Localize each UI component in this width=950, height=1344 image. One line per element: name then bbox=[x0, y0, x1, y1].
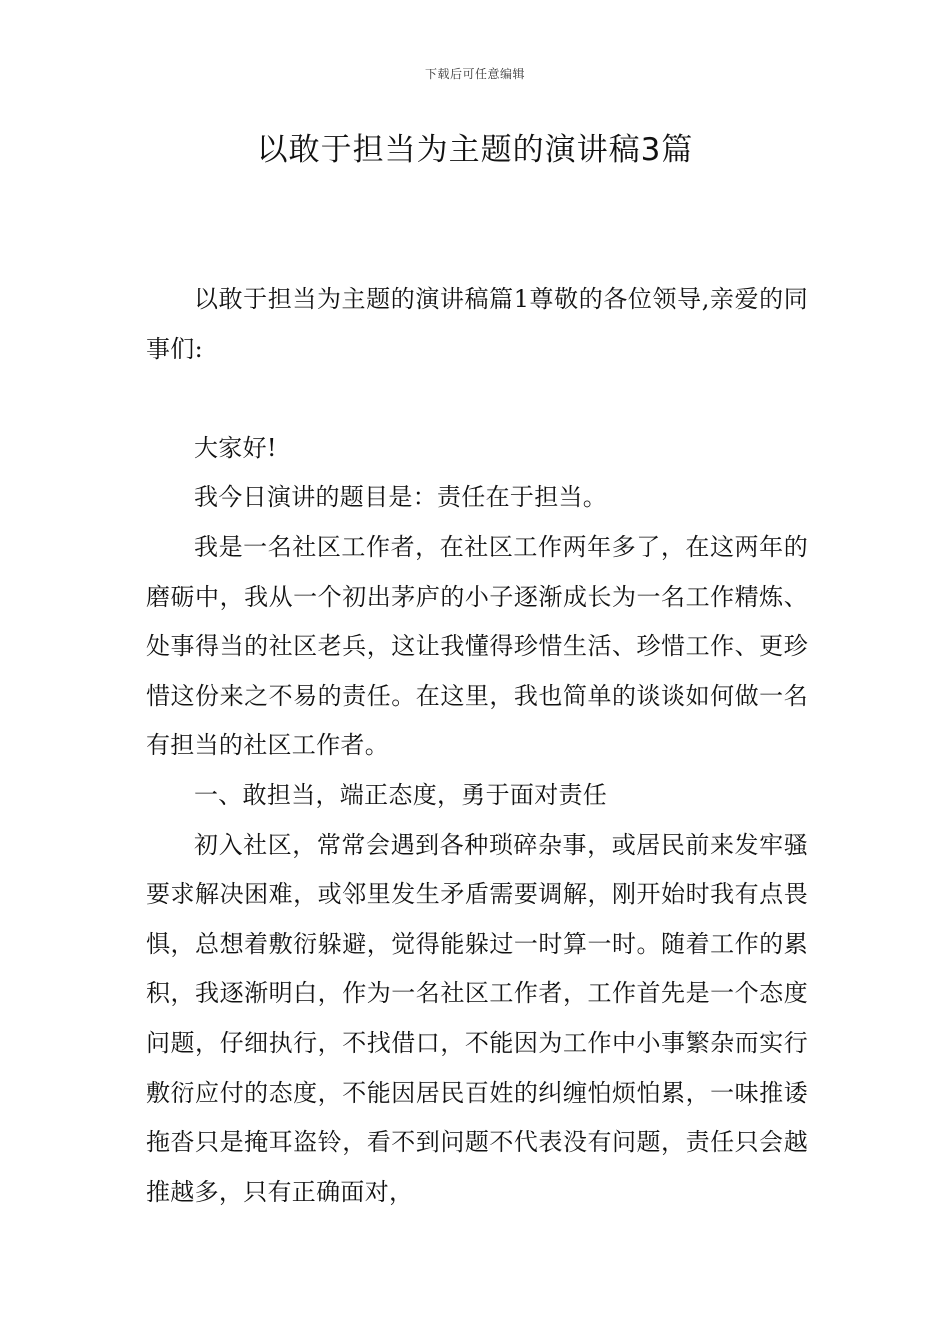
paragraph-greeting: 大家好! bbox=[194, 433, 277, 462]
document-body bbox=[146, 275, 808, 1217]
paragraph-topic: 我今日演讲的题目是：责任在于担当。 bbox=[194, 483, 608, 512]
paragraph-opening: 以敢于担当为主题的演讲稿篇1尊敬的各位领导,亲爱的同事们: bbox=[146, 285, 808, 363]
header-note: 下载后可任意编辑 bbox=[424, 67, 525, 81]
document-title: 以敢于担当为主题的演讲稿3篇 bbox=[256, 132, 694, 168]
section-heading-1: 一、敢担当，端正态度，勇于面对责任 bbox=[194, 780, 608, 809]
paragraph-section-1: 初入社区，常常会遇到各种琐碎杂事，或居民前来发牢骚要求解决困难，或邻里发生矛盾需要调解，刚开始时我有点畏惧，总想着敷衍躲避，觉得能躲过一时算一时。随着工作的累积，我逐渐明白，作为一名社区工作者，工作首先是一个态度问题，仔细执行，不找借口，不能因为工作中小事繁杂而实行敷衍应付的态度，不能因居民百姓的纠缠怕烦怕累，一味推诿拖沓只是掩耳盗铃，看不到问题不代表没有问题，责任只会越推越多，只有正确面对， bbox=[146, 830, 808, 1206]
paragraph-intro: 我是一名社区工作者，在社区工作两年多了，在这两年的磨砺中，我从一个初出茅庐的小子逐渐成长为一名工作精炼、处事得当的社区老兵，这让我懂得珍惜生活、珍惜工作、更珍惜这份来之不易的责任。在这里，我也简单的谈谈如何做一名有担当的社区工作者。 bbox=[146, 532, 808, 760]
